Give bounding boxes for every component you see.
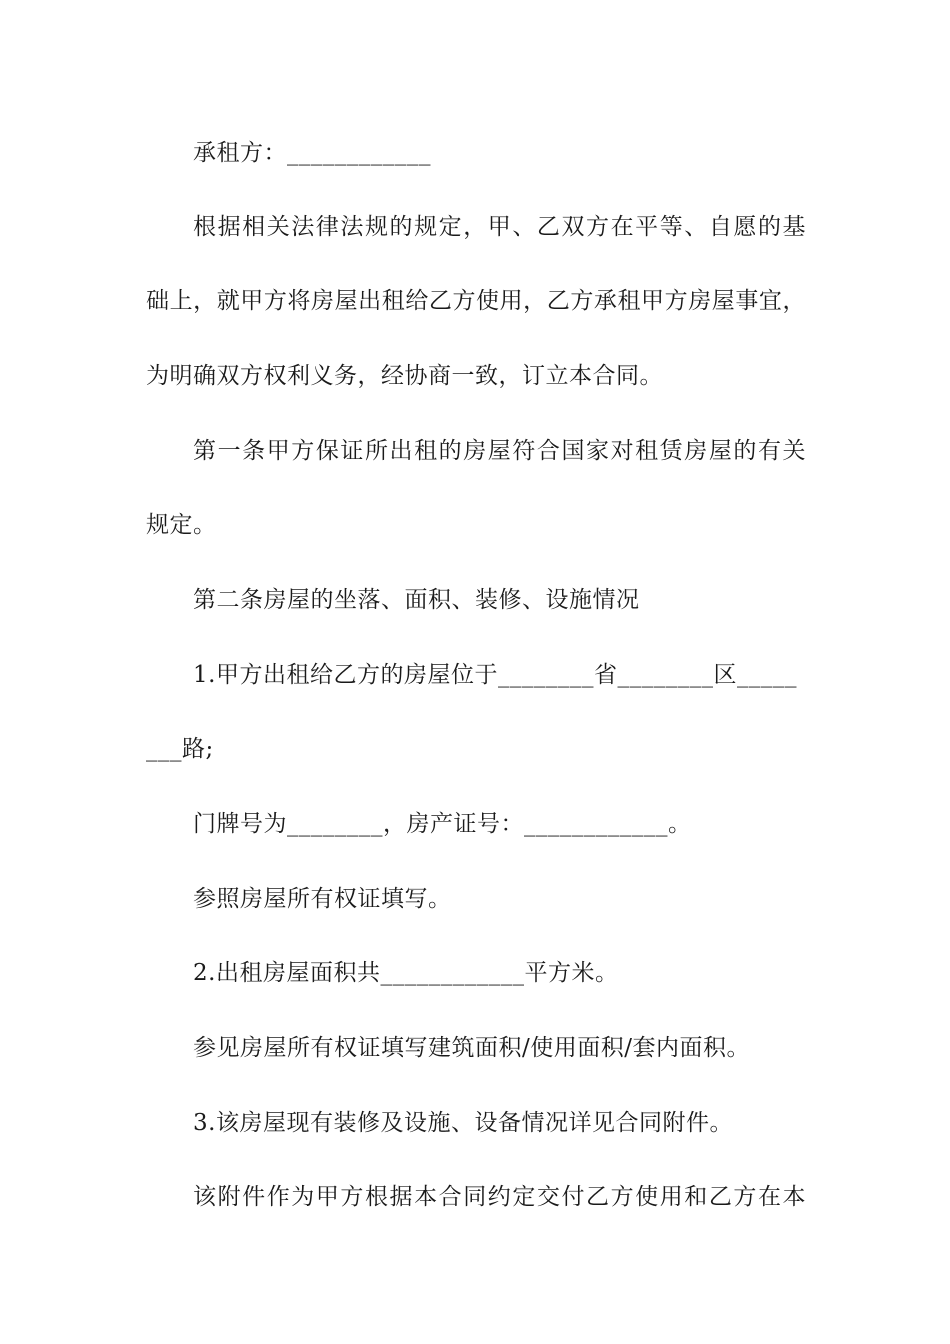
location-line: ___路; [146,736,214,762]
appendix-line: 该附件作为甲方根据本合同约定交付乙方使用和乙方在本 [193,1184,806,1210]
location-line: 1.甲方出租给乙方的房屋位于________省________区_____ [193,662,797,688]
house-number-line: 门牌号为________，房产证号：____________。 [193,811,692,837]
area-line: 2.出租房屋面积共____________平方米。 [193,960,619,986]
article-one-line: 规定。 [146,512,217,538]
paragraph-line: 础上，就甲方将房屋出租给乙方使用，乙方承租甲方房屋事宜， [146,288,806,314]
article-two-heading: 第二条房屋的坐落、面积、装修、设施情况 [193,587,640,613]
note-line: 参见房屋所有权证填写建筑面积/使用面积/套内面积。 [193,1035,750,1061]
facilities-line: 3.该房屋现有装修及设施、设备情况详见合同附件。 [193,1110,733,1136]
lessee-line: 承租方：____________ [193,140,431,166]
article-one-line: 第一条甲方保证所出租的房屋符合国家对租赁房屋的有关 [193,438,806,464]
paragraph-line: 为明确双方权利义务，经协商一致，订立本合同。 [146,363,663,389]
paragraph-line: 根据相关法律法规的规定，甲、乙双方在平等、自愿的基 [193,214,806,240]
note-line: 参照房屋所有权证填写。 [193,886,452,912]
